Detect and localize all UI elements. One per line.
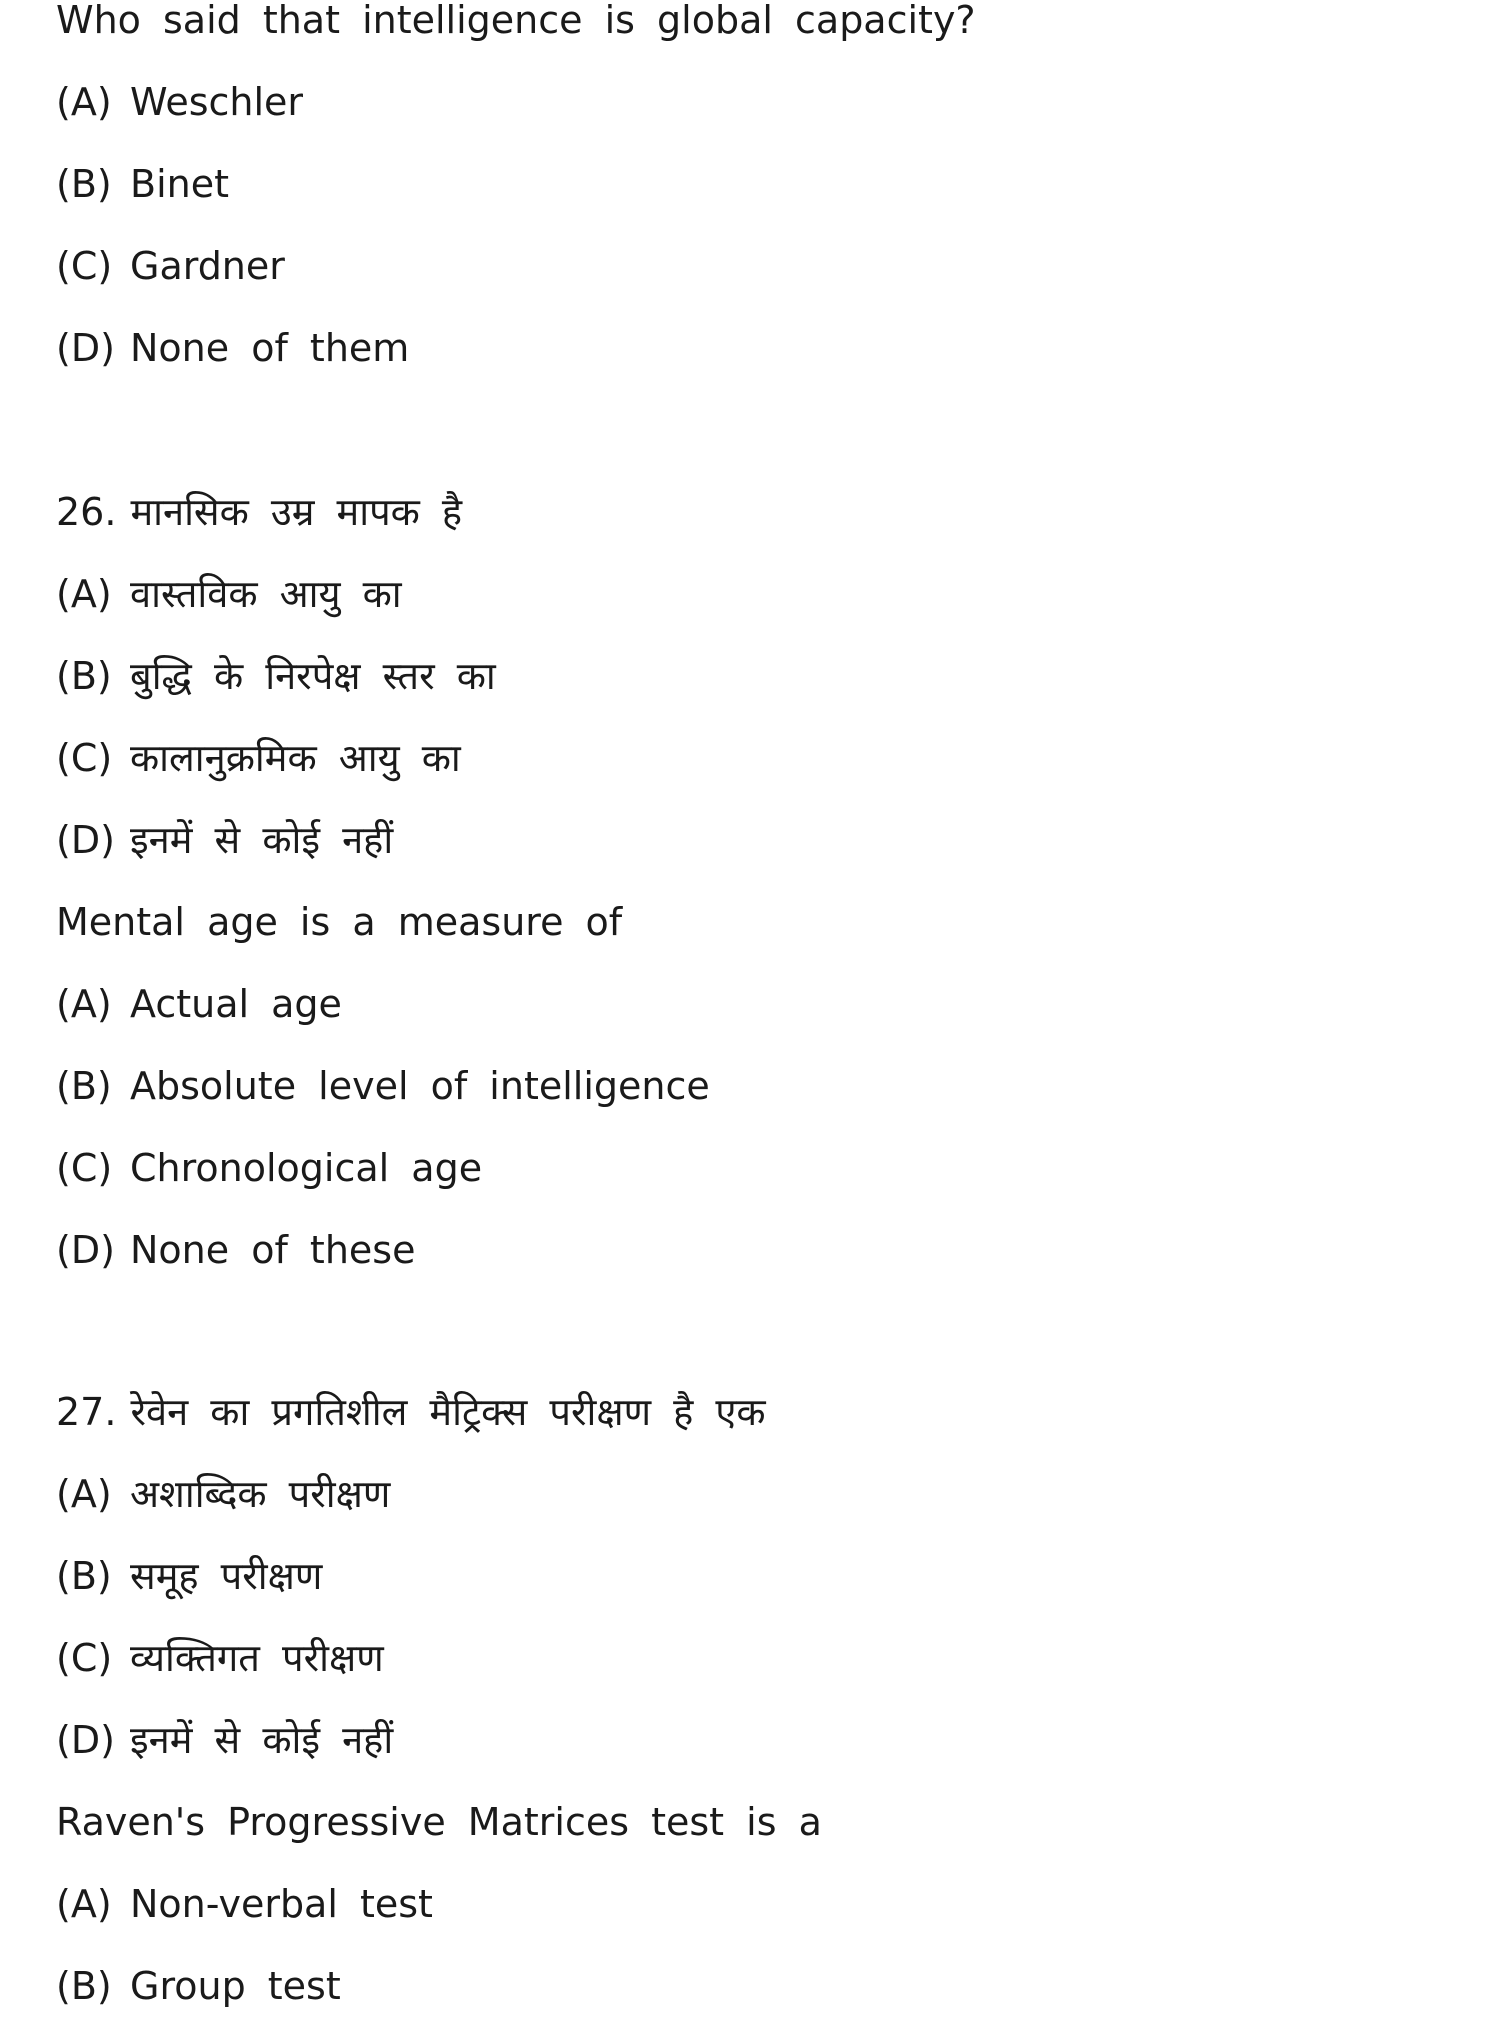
q25-question-en — [56, 0, 976, 44]
option-text: बुद्धि के निरपेक्ष स्तर का — [130, 654, 496, 698]
option-text: None of them — [130, 326, 410, 370]
q26-option-d-en — [56, 1226, 415, 1274]
option-label: (A) — [56, 1472, 112, 1516]
option-text: Absolute level of intelligence — [130, 1064, 710, 1108]
option-label: (D) — [56, 326, 115, 370]
option-text: Group test — [130, 1964, 341, 2008]
option-label: (C) — [56, 736, 113, 780]
option-label: (B) — [56, 1964, 112, 2008]
q25-option-d — [56, 324, 409, 372]
option-label: (A) — [56, 982, 112, 1026]
q26-option-b-hi — [56, 652, 496, 700]
option-text: Gardner — [130, 244, 285, 288]
question-text: Raven's Progressive Matrices test is a — [56, 1800, 822, 1844]
option-label: (C) — [56, 1146, 113, 1190]
q25-option-c — [56, 242, 285, 290]
q27-option-c-hi — [56, 1634, 384, 1682]
q27-question-en — [56, 1798, 822, 1846]
option-label: (D) — [56, 1718, 115, 1762]
option-label: (D) — [56, 1228, 115, 1272]
q25-option-a — [56, 78, 303, 126]
option-label: (A) — [56, 80, 112, 124]
q26-option-a-hi — [56, 570, 402, 618]
option-label: (C) — [56, 1636, 113, 1680]
q26-question-hi — [56, 488, 462, 536]
option-text: वास्तविक आयु का — [130, 572, 402, 616]
q27-option-b-hi — [56, 1552, 322, 1600]
option-text: None of these — [130, 1228, 416, 1272]
question-text: Who said that intelligence is global capacity? — [56, 0, 976, 42]
question-number: 27. — [56, 1390, 117, 1434]
option-label: (C) — [56, 244, 113, 288]
q26-option-c-en — [56, 1144, 482, 1192]
option-label: (B) — [56, 654, 112, 698]
q26-question-en — [56, 898, 622, 946]
q27-option-b-en — [56, 1962, 341, 2010]
option-text: अशाब्दिक परीक्षण — [130, 1472, 391, 1516]
question-text: मानसिक उम्र मापक है — [130, 490, 463, 534]
option-text: Binet — [130, 162, 229, 206]
option-text: Actual age — [130, 982, 342, 1026]
option-label: (D) — [56, 818, 115, 862]
q27-option-a-en — [56, 1880, 433, 1928]
option-text: Non-verbal test — [130, 1882, 433, 1926]
question-text: रेवेन का प्रगतिशील मैट्रिक्स परीक्षण है एक — [130, 1390, 766, 1434]
q26-option-b-en — [56, 1062, 710, 1110]
option-label: (A) — [56, 1882, 112, 1926]
q26-option-d-hi — [56, 816, 393, 864]
q26-option-c-hi — [56, 734, 461, 782]
option-text: कालानुक्रमिक आयु का — [130, 736, 461, 780]
option-label: (B) — [56, 162, 112, 206]
question-number: 26. — [56, 490, 117, 534]
q27-option-d-hi — [56, 1716, 393, 1764]
option-text: इनमें से कोई नहीं — [130, 1718, 394, 1762]
option-label: (B) — [56, 1064, 112, 1108]
option-text: व्यक्तिगत परीक्षण — [130, 1636, 384, 1680]
q27-question-hi — [56, 1388, 766, 1436]
option-text: Chronological age — [130, 1146, 483, 1190]
question-text: Mental age is a measure of — [56, 900, 623, 944]
q25-option-b — [56, 160, 229, 208]
q26-option-a-en — [56, 980, 342, 1028]
option-text: इनमें से कोई नहीं — [130, 818, 394, 862]
q27-option-a-hi — [56, 1470, 390, 1518]
option-text: समूह परीक्षण — [130, 1554, 323, 1598]
option-text: Weschler — [130, 80, 304, 124]
option-label: (B) — [56, 1554, 112, 1598]
question-paper-page — [56, 0, 1476, 2034]
option-label: (A) — [56, 572, 112, 616]
